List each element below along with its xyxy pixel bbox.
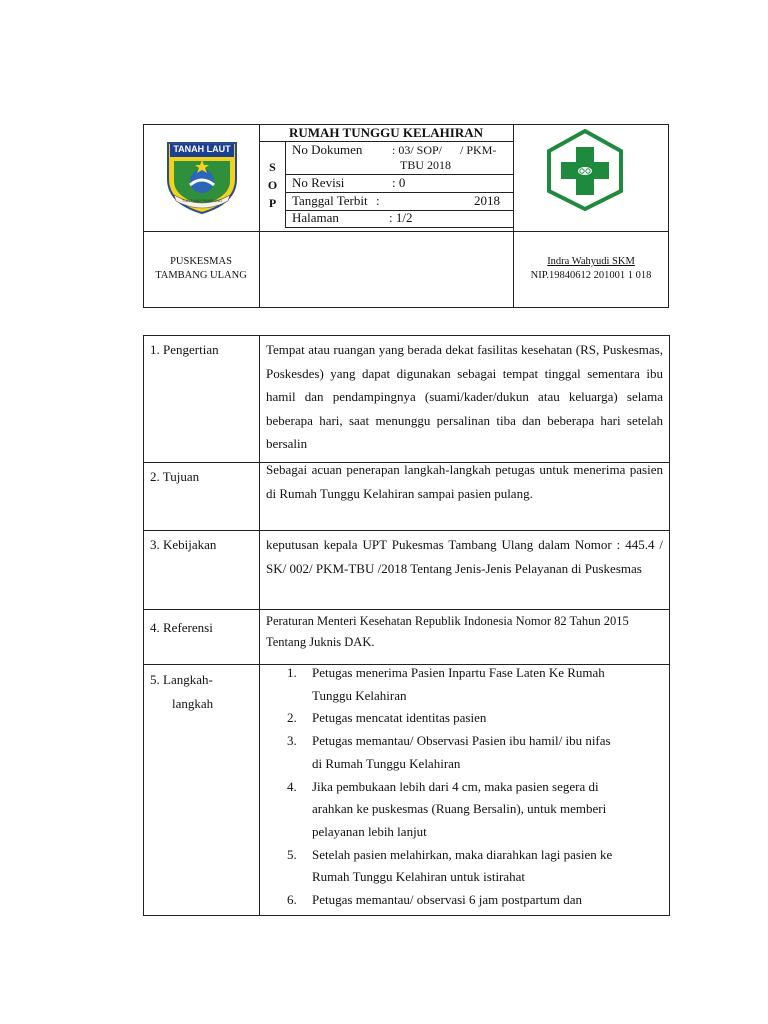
step-item: 4. Jika pembukaan lebih dari 4 cm, maka pasien segera di arahkan ke puskesmas (Ruang Bersalin), untuk memberi pelayanan lebih lanjut [287,778,607,839]
document-title: RUMAH TUNGGU KELAHIRAN [288,125,484,140]
section-text-kebijakan: keputusan kepala UPT Pukesmas Tambang Ulang dalam Nomor : 445.4 / SK/ 002/ PKM-TBU /2018 Tentang Jenis-Jenis Pelayanan di Puskesmas [266,537,663,576]
logo-title: TANAH LAUT [173,144,231,154]
step-item: 1. Petugas menerima Pasien Inpartu Fase Laten Ke Rumah Tunggu Kelahiran [287,665,605,703]
sop-label: S O P [267,160,278,210]
signer-nip: NIP.19840612 201001 1 018 [530,270,652,281]
section-label-langkah: 5. Langkah- langkah [150,672,214,711]
tanah-laut-logo [164,139,240,215]
section-text-pengertian: Tempat atau ruangan yang berada dekat fasilitas kesehatan (RS, Puskesmas, Poskesdes) yang dapat digunakan sebagai tempat tinggal sementara ibu hamil dan pendampingnya (suami/kader/dukun atau keluarga) selama beberapa hari, saat menunggu persalinan tiba dan beberapa hari setelah bersalin [266,342,663,451]
section-text-referensi: Peraturan Menteri Kesehatan Republik Indonesia Nomor 82 Tahun 2015 Tentang Juknis DAK. [266,614,629,649]
signature-block [513,255,669,283]
field-label-no-dokumen: No Dokumen [292,142,363,157]
logo-banner: TUNTUNG PANDANG [181,198,223,203]
field-label-halaman: Halaman [292,210,339,225]
field-value-no-dokumen: : 03/ SOP/ / PKM- TBU 2018 [392,143,497,172]
section-label-pengertian: 1. Pengertian [150,342,219,357]
field-year-tanggal-terbit: 2018 [474,193,500,208]
step-item: 3. Petugas memantau/ Observasi Pasien ibu hamil/ ibu nifas di Rumah Tunggu Kelahiran [287,733,611,771]
section-label-tujuan: 2. Tujuan [150,469,200,484]
step-item: 6. Petugas memantau/ observasi 6 jam postpartum dan [287,892,583,908]
field-label-no-revisi: No Revisi [292,175,345,190]
section-label-referensi: 4. Referensi [150,620,213,635]
section-label-kebijakan: 3. Kebijakan [150,537,217,552]
steps-list [287,662,665,912]
section-text-tujuan: Sebagai acuan penerapan langkah-langkah petugas untuk menerima pasien di Rumah Tunggu Kelahiran sampai pasien pulang. [266,462,663,501]
signer-name: Indra Wahyudi SKM [547,256,635,267]
step-item: 5. Setelah pasien melahirkan, maka diarahkan lagi pasien ke Rumah Tunggu Kelahiran untuk istirahat [287,846,613,885]
field-value-tanggal-terbit: : [376,193,380,208]
puskesmas-name: PUSKESMAS TAMBANG ULANG [155,256,247,281]
puskesmas-logo [543,129,627,211]
field-value-halaman: : 1/2 [389,210,413,225]
step-item: 2. Petugas mencatat identitas pasien [287,710,487,726]
field-value-no-revisi: : 0 [392,175,406,190]
field-label-tanggal-terbit: Tanggal Terbit [292,193,368,208]
